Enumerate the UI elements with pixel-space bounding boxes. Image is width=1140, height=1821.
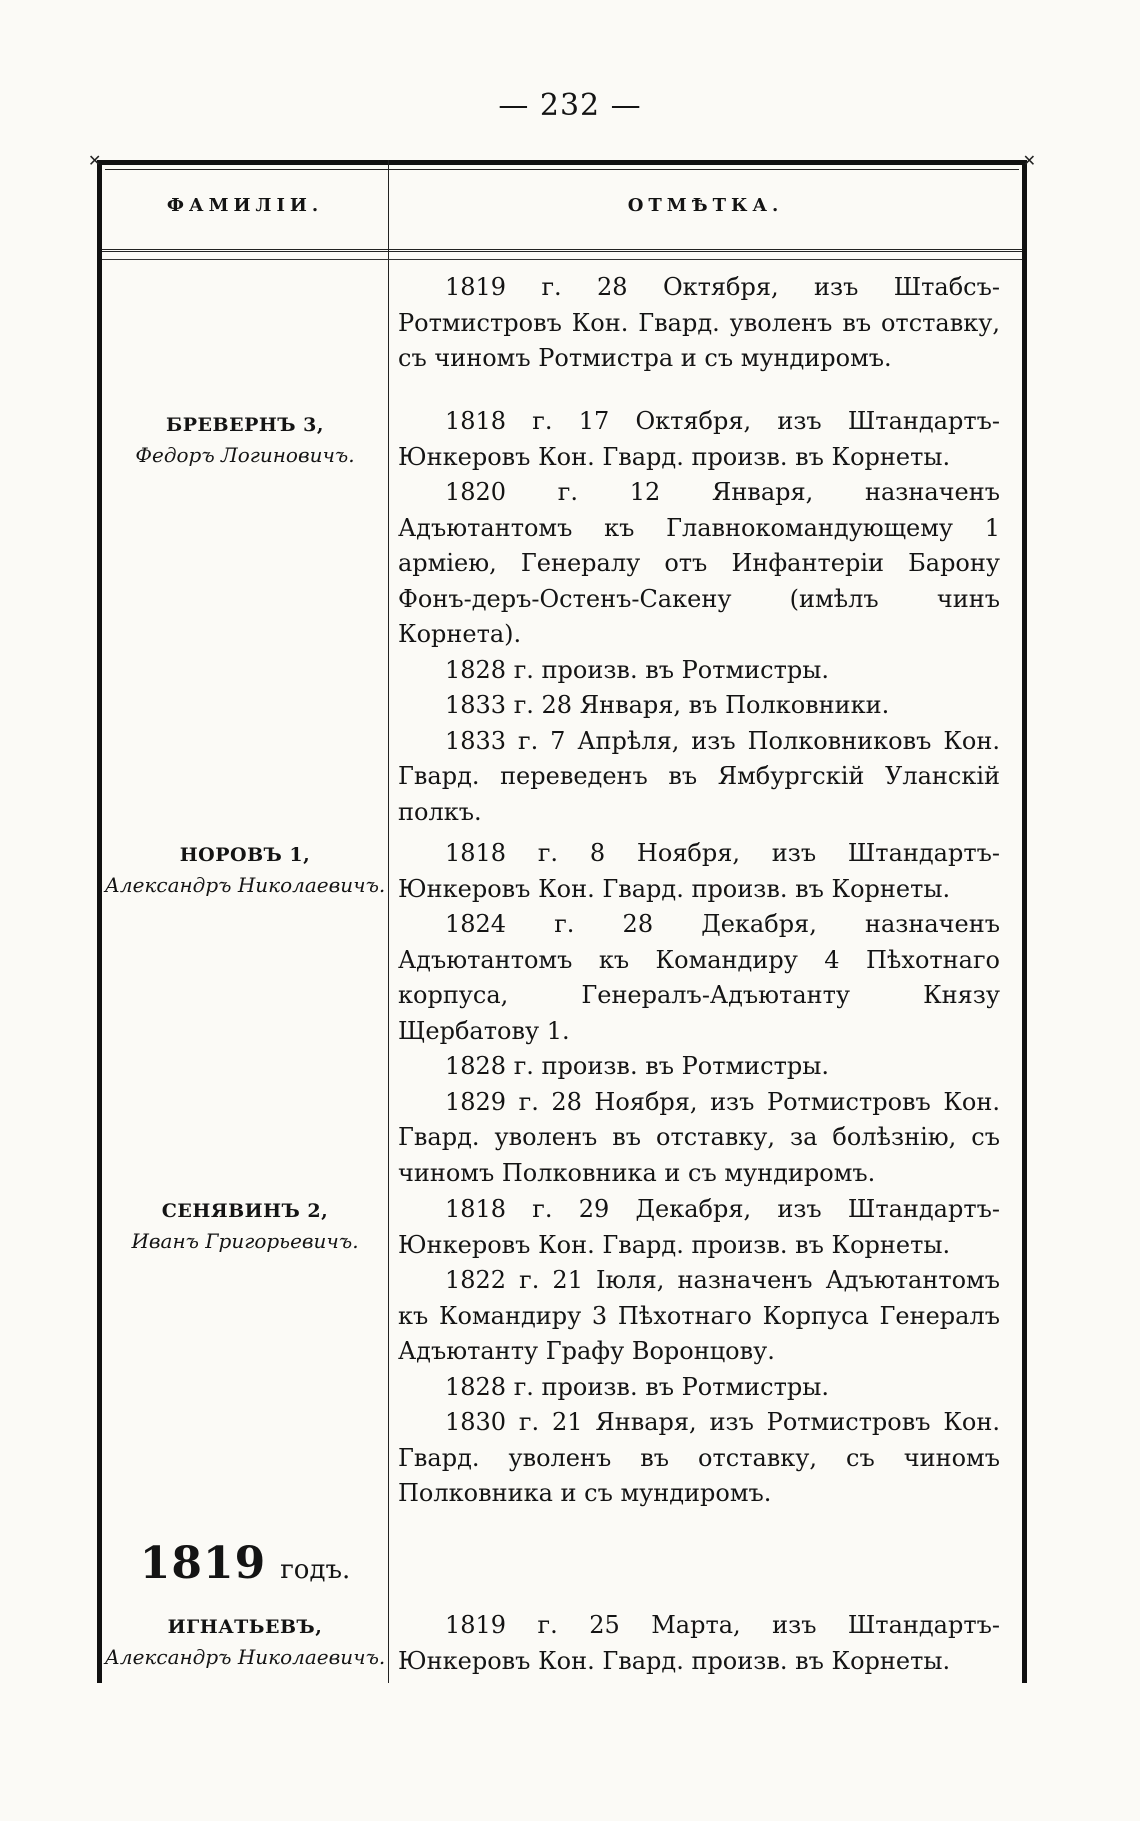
entry-block — [398, 836, 1000, 1191]
year-word: годъ. — [280, 1555, 351, 1585]
entry-paragraph: 1819 г. 25 Марта, изъ Штандартъ-Юнкеровъ Кон. Гвард. произв. въ Корнеты. — [398, 1611, 1000, 1675]
corner-ornament-icon: ✕ — [1022, 151, 1036, 170]
surname: СЕНЯВИНЪ 2, — [161, 1200, 329, 1222]
given-name: Федоръ Логиновичъ. — [135, 443, 355, 467]
year-number: 1819 — [139, 1538, 267, 1589]
header-surnames: ФАМИЛІИ. — [166, 195, 324, 216]
header-rule — [102, 259, 1022, 260]
entry-paragraph: 1828 г. произв. въ Ротмистры. — [445, 655, 829, 684]
given-name: Александръ Николаевичъ. — [104, 873, 386, 897]
year-heading — [104, 1538, 386, 1589]
entry-paragraph: 1818 г. 17 Октября, изъ Штандартъ-Юнкеровъ Кон. Гвард. произв. въ Корнеты. — [398, 407, 1000, 471]
entry-paragraph: 1818 г. 8 Ноября, изъ Штандартъ-Юнкеровъ Кон. Гвард. произв. въ Корнеты. — [398, 839, 1000, 903]
corner-ornament-icon: ✕ — [88, 151, 102, 170]
given-name: Александръ Николаевичъ. — [104, 1645, 386, 1669]
entry-paragraph: 1833 г. 7 Апрѣля, изъ Полковниковъ Кон. Гвард. переведенъ въ Ямбургскій Уланскій полкъ. — [398, 726, 1000, 826]
person-name — [104, 1196, 386, 1256]
column-divider — [388, 160, 389, 1683]
person-name — [104, 840, 386, 900]
table-header — [102, 185, 1022, 235]
person-name — [104, 410, 386, 470]
entry-paragraph: 1824 г. 28 Декабря, назначенъ Адъютантомъ къ Командиру 4 Пѣхотнаго корпуса, Генералъ-Адъютанту Князу Щербатову 1. — [398, 910, 1000, 1045]
header-notes: ОТМѢТКА. — [627, 195, 784, 216]
page-number: — 232 — — [498, 88, 642, 123]
entry-paragraph: 1833 г. 28 Января, въ Полковники. — [445, 691, 890, 719]
entry-block — [398, 404, 1000, 830]
entry-block — [398, 270, 1000, 377]
entry-paragraph: 1828 г. произв. въ Ротмистры. — [445, 1372, 829, 1401]
entry-block — [398, 1192, 1000, 1512]
entry-block — [398, 1608, 1000, 1679]
header-rule — [102, 249, 1022, 255]
surname: НОРОВЪ 1, — [179, 844, 311, 866]
entry-paragraph: 1822 г. 21 Іюля, назначенъ Адъютантомъ къ Командиру 3 Пѣхотнаго Корпуса Генералъ Адъютанту Графу Воронцову. — [398, 1266, 1000, 1365]
entry-paragraph: 1829 г. 28 Ноября, изъ Ротмистровъ Кон. Гвард. уволенъ въ отставку, за болѣзнію, съ чиномъ Полковника и съ мундиромъ. — [398, 1087, 1000, 1187]
entry-paragraph: 1830 г. 21 Января, изъ Ротмистровъ Кон. Гвард. уволенъ въ отставку, съ чиномъ Полковника и съ мундиромъ. — [398, 1408, 1000, 1507]
person-name — [104, 1612, 386, 1672]
entry-paragraph: 1820 г. 12 Января, назначенъ Адъютантомъ къ Главнокомандующему 1 арміею, Генералу отъ Инфантеріи Барону Фонъ-деръ-Остенъ-Сакену (имѣлъ чинъ Корнета). — [398, 478, 1000, 648]
surname: ИГНАТЬЕВЪ, — [167, 1616, 323, 1638]
entry-paragraph: 1828 г. произв. въ Ротмистры. — [445, 1052, 829, 1080]
given-name: Иванъ Григорьевичъ. — [131, 1229, 359, 1253]
surname: БРЕВЕРНЪ 3, — [166, 414, 324, 436]
entry-paragraph: 1818 г. 29 Декабря, изъ Штандартъ-Юнкеровъ Кон. Гвард. произв. въ Корнеты. — [398, 1195, 1000, 1259]
entry-paragraph: 1819 г. 28 Октября, изъ Штабсъ-Ротмистровъ Кон. Гвард. уволенъ въ отставку, съ чиномъ Ротмистра и съ мундиромъ. — [398, 273, 1000, 372]
